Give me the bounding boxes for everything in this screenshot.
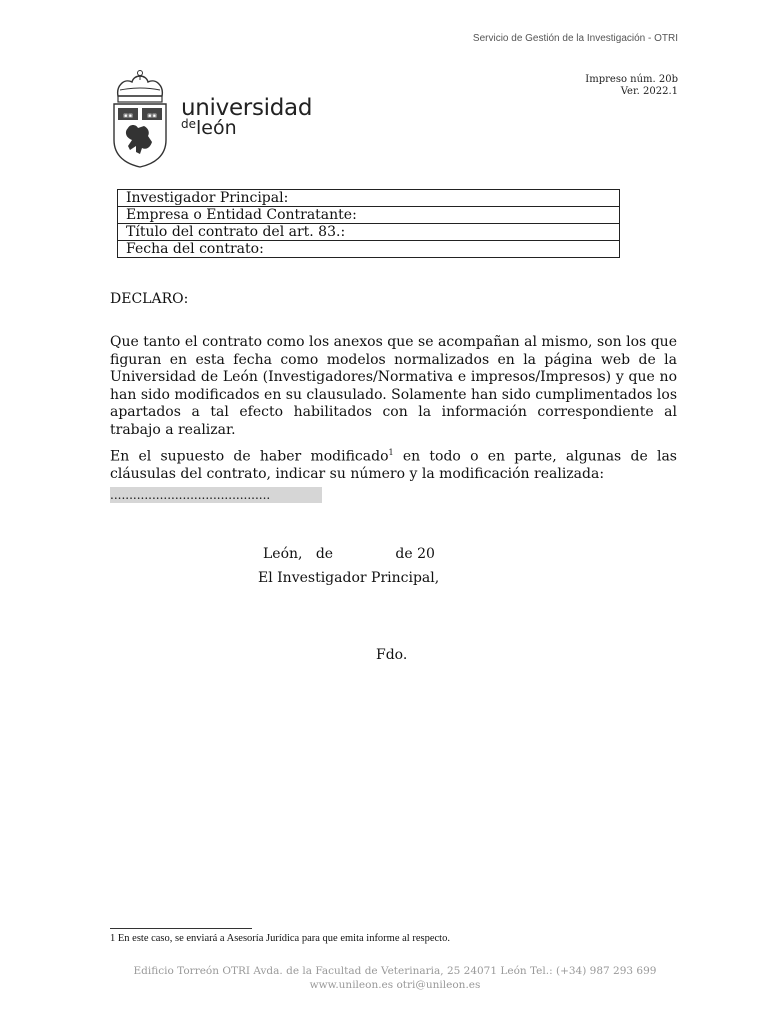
page-footer xyxy=(0,964,770,992)
place-date-line: León, de de 20 xyxy=(263,546,435,562)
modification-input[interactable]: .......................................... xyxy=(110,487,322,503)
version-line: Ver. 2022.1 xyxy=(620,86,678,97)
service-header: Servicio de Gestión de la Investigación - OTRI xyxy=(472,33,678,44)
footnote-ref: 1 xyxy=(388,448,394,457)
footer-address: Edificio Torreón OTRI Avda. de la Facultad de Veterinaria, 25 24071 León Tel.: (+34) 987 293 699 xyxy=(133,965,657,977)
contract-date-field[interactable]: Fecha del contrato: xyxy=(118,241,620,258)
svg-text:▣▣: ▣▣ xyxy=(147,113,157,119)
university-name-de: de xyxy=(181,117,196,131)
footnote: 1 En este caso, se enviará a Asesoría Jurídica para que emita informe al respecto. xyxy=(110,933,450,944)
table-row xyxy=(118,224,620,241)
modification-paragraph xyxy=(110,444,677,484)
university-name-line1: universidad xyxy=(181,95,313,121)
modification-text-a: En el supuesto de haber modificado xyxy=(110,448,389,465)
contract-title-field[interactable]: Título del contrato del art. 83.: xyxy=(118,224,620,241)
investigator-field[interactable]: Investigador Principal: xyxy=(118,190,620,207)
svg-text:▣▣: ▣▣ xyxy=(123,113,133,119)
footnote-divider xyxy=(110,928,252,929)
university-name-leon: león xyxy=(196,117,237,139)
signature-label: Fdo. xyxy=(376,647,408,663)
form-number-line: Impreso núm. 20b xyxy=(585,74,678,85)
table-row xyxy=(118,207,620,224)
declaration-paragraph: Que tanto el contrato como los anexos que se acompañan al mismo, son los que figuran en esta fecha como modelos normalizados en la página web de la Universidad de León (Investigadores/Normativa e impresos/Impresos) y que no han sido modificados en su clausulado. Solamente han sido cumplimentados los apartados a tal efecto habilitados con la información correspondiente al trabajo a realizar. xyxy=(110,334,678,438)
university-name xyxy=(181,96,312,140)
form-number xyxy=(585,74,678,98)
company-field[interactable]: Empresa o Entidad Contratante: xyxy=(118,207,620,224)
table-row xyxy=(118,241,620,258)
university-crest-icon xyxy=(110,68,170,168)
footer-contact: www.unileon.es otri@unileon.es xyxy=(309,979,481,991)
signature-title: El Investigador Principal, xyxy=(258,570,440,586)
university-name-line2 xyxy=(181,118,312,140)
contract-info-table xyxy=(117,189,620,258)
table-row xyxy=(118,190,620,207)
declaration-heading: DECLARO: xyxy=(110,291,189,307)
modification-text-b: en todo o en parte, algunas de las cláusulas del contrato, indicar su número y la modificación realizada: xyxy=(110,448,677,483)
